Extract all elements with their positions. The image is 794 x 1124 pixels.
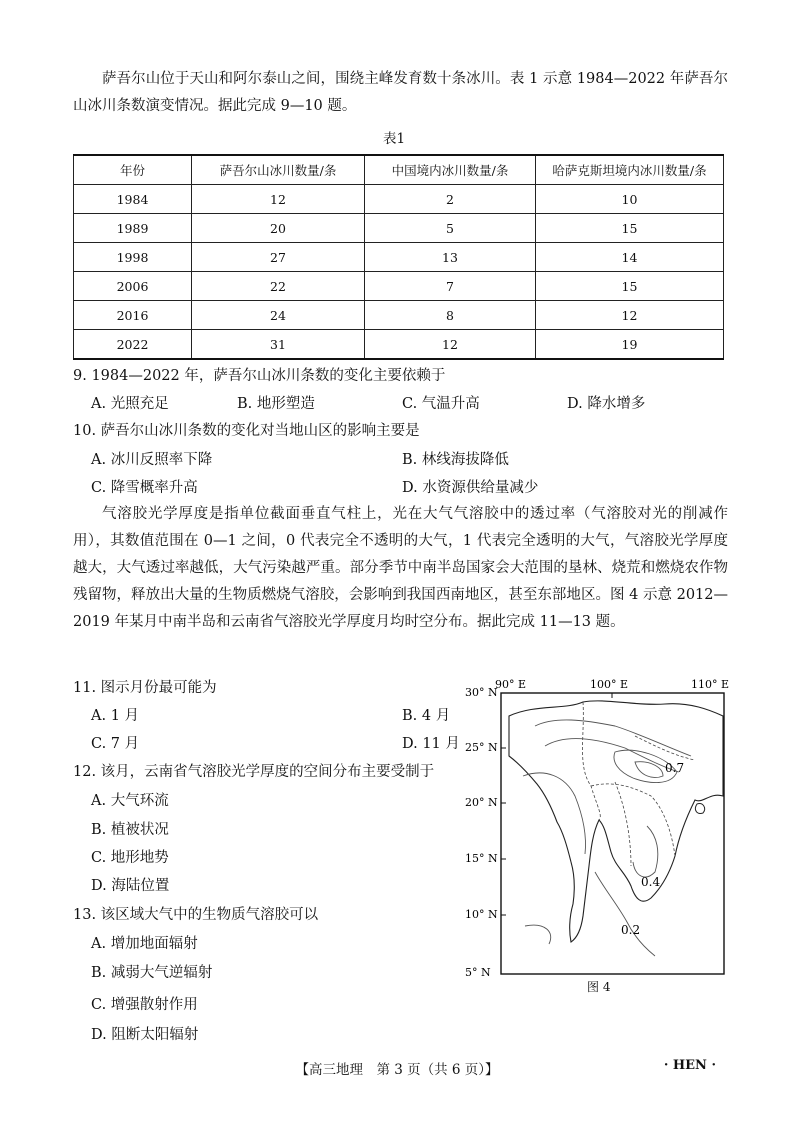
cell-kazakhstan: 15	[536, 214, 724, 243]
footer-code: · HEN ·	[663, 1058, 716, 1073]
q10-option-b[interactable]: B. 林线海拔降低	[402, 452, 509, 468]
lat-label-15: 15° N	[465, 852, 498, 865]
header-sawuer: 萨吾尔山冰川数量/条	[192, 155, 365, 185]
lat-label-20: 20° N	[465, 796, 498, 809]
q11-option-a[interactable]: A. 1 月	[91, 708, 140, 724]
cell-year: 2006	[74, 272, 192, 301]
q11-option-b[interactable]: B. 4 月	[402, 708, 451, 724]
contour-label-04: 0.4	[641, 875, 661, 889]
header-year: 年份	[74, 155, 192, 185]
cell-year: 2022	[74, 330, 192, 360]
cell-china: 7	[365, 272, 536, 301]
table-header-row	[74, 155, 724, 185]
q12-option-a[interactable]: A. 大气环流	[91, 793, 169, 809]
cell-sawuer: 20	[192, 214, 365, 243]
lat-label-10: 10° N	[465, 908, 498, 921]
hainan-island	[695, 804, 704, 814]
table-row	[74, 330, 724, 360]
cell-year: 1984	[74, 185, 192, 214]
figure-4-map	[465, 676, 735, 996]
q10-option-a[interactable]: A. 冰川反照率下降	[91, 452, 213, 468]
cell-kazakhstan: 14	[536, 243, 724, 272]
question-13-stem: 13. 该区域大气中的生物质气溶胶可以	[73, 907, 319, 923]
lon-label-100: 100° E	[590, 678, 629, 691]
table-caption: 表1	[383, 131, 406, 147]
question-10-stem: 10. 萨吾尔山冰川条数的变化对当地山区的影响主要是	[73, 423, 420, 439]
q12-option-d[interactable]: D. 海陆位置	[91, 878, 170, 894]
landmass-outline	[509, 701, 723, 942]
aerosol-paragraph: 气溶胶光学厚度是指单位截面垂直气柱上，光在大气气溶胶中的透过率（气溶胶对光的削减作用），其数值范围在 0—1 之间，0 代表完全不透明的大气，1 代表完全透明的大气，气溶胶光学厚度越大，大气透过率越低，大气污染越严重。部分季节中南半岛国家会大范围的垦林、烧荒和燃烧农作物残留物，释放出大量的生物质燃烧气溶胶，会影响到我国西南地区，甚至东部地区。图 4 示意 2012—2019 年某月中南半岛和云南省气溶胶光学厚度月均时空分布。据此完成 11—13 题。	[73, 506, 728, 630]
q12-option-b[interactable]: B. 植被状况	[91, 822, 169, 838]
cell-kazakhstan: 10	[536, 185, 724, 214]
cell-sawuer: 22	[192, 272, 365, 301]
cell-kazakhstan: 12	[536, 301, 724, 330]
q13-option-a[interactable]: A. 增加地面辐射	[91, 936, 198, 952]
cell-sawuer: 24	[192, 301, 365, 330]
q10-option-d[interactable]: D. 水资源供给量减少	[402, 480, 539, 496]
q11-option-c[interactable]: C. 7 月	[91, 736, 140, 752]
figure-4-caption: 图 4	[587, 980, 611, 994]
cell-sawuer: 27	[192, 243, 365, 272]
map-frame	[501, 693, 724, 974]
q12-option-c[interactable]: C. 地形地势	[91, 850, 169, 866]
glacier-table	[73, 154, 724, 360]
table-row	[74, 185, 724, 214]
page-footer: 【高三地理 第 3 页（共 6 页）】	[295, 1062, 499, 1078]
q13-option-c[interactable]: C. 增强散射作用	[91, 997, 198, 1013]
table-row	[74, 214, 724, 243]
lat-label-30: 30° N	[465, 686, 498, 699]
intro-paragraph: 萨吾尔山位于天山和阿尔泰山之间，围绕主峰发育数十条冰川。表 1 示意 1984—2022 年萨吾尔山冰川条数演变情况。据此完成 9—10 题。	[73, 71, 728, 114]
q9-option-b[interactable]: B. 地形塑造	[237, 396, 315, 412]
lat-label-25: 25° N	[465, 741, 498, 754]
q9-option-c[interactable]: C. 气温升高	[402, 396, 480, 412]
header-kazakhstan: 哈萨克斯坦境内冰川数量/条	[536, 155, 724, 185]
q13-option-d[interactable]: D. 阻断太阳辐射	[91, 1027, 199, 1043]
q13-option-b[interactable]: B. 减弱大气逆辐射	[91, 965, 213, 981]
contour-label-07: 0.7	[665, 761, 685, 775]
cell-china: 13	[365, 243, 536, 272]
cell-sawuer: 31	[192, 330, 365, 360]
cell-year: 1989	[74, 214, 192, 243]
cell-sawuer: 12	[192, 185, 365, 214]
q10-option-c[interactable]: C. 降雪概率升高	[91, 480, 198, 496]
lon-label-90: 90° E	[495, 678, 527, 691]
cell-kazakhstan: 15	[536, 272, 724, 301]
cell-china: 2	[365, 185, 536, 214]
lon-label-110: 110° E	[691, 678, 730, 691]
contour-label-02: 0.2	[621, 923, 641, 937]
cell-year: 2016	[74, 301, 192, 330]
cell-china: 12	[365, 330, 536, 360]
table-row	[74, 243, 724, 272]
q9-option-d[interactable]: D. 降水增多	[567, 396, 646, 412]
question-12-stem: 12. 该月，云南省气溶胶光学厚度的空间分布主要受制于	[73, 764, 435, 780]
question-11-stem: 11. 图示月份最可能为	[73, 680, 217, 696]
cell-year: 1998	[74, 243, 192, 272]
table-row	[74, 272, 724, 301]
question-9-stem: 9. 1984—2022 年，萨吾尔山冰川条数的变化主要依赖于	[73, 368, 446, 384]
table-row	[74, 301, 724, 330]
cell-china: 5	[365, 214, 536, 243]
cell-kazakhstan: 19	[536, 330, 724, 360]
q9-option-a[interactable]: A. 光照充足	[91, 396, 169, 412]
header-china: 中国境内冰川数量/条	[365, 155, 536, 185]
cell-china: 8	[365, 301, 536, 330]
lat-label-5: 5° N	[465, 966, 491, 979]
q11-option-d[interactable]: D. 11 月	[402, 736, 460, 752]
